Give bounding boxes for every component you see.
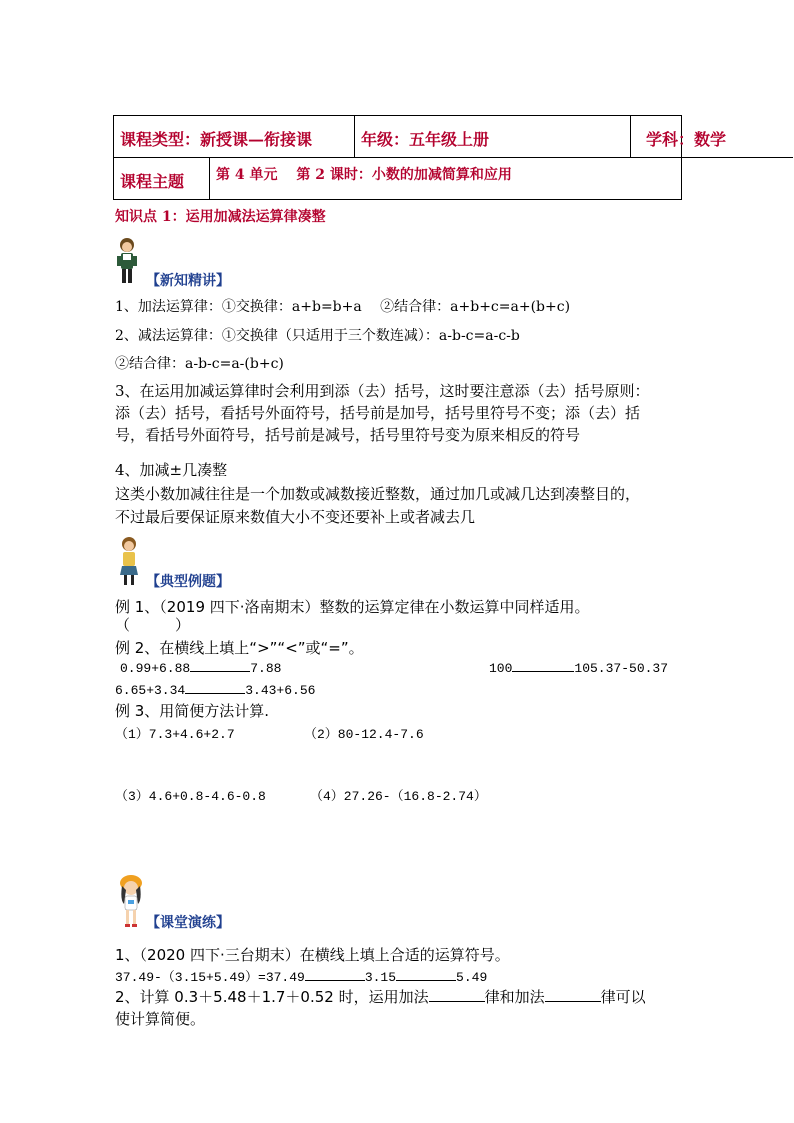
p2-part-a: 2、计算 0.3＋5.48＋1.7＋0.52 时，运用加法 <box>115 988 429 1006</box>
subject: 学科：数学 <box>646 130 727 149</box>
example-2-a <box>120 659 281 676</box>
p1-blank-2[interactable] <box>396 968 456 981</box>
example-3-1: （1）7.3+4.6+2.7 <box>115 727 235 742</box>
grade: 年级：五年级上册 <box>361 130 490 149</box>
knowledge-point-title: 知识点 1：运用加减法运算律凑整 <box>115 209 326 225</box>
p1-part-c: 5.49 <box>456 970 488 985</box>
rule-3-line2: 添（去）括号，看括号外面符号，括号前是加号，括号里符号不变；添（去）括 <box>115 404 641 422</box>
topic-label-cell <box>114 158 210 199</box>
practice-1-expression <box>115 966 487 985</box>
topic-label: 课程主题 <box>120 172 185 191</box>
subject-cell <box>631 116 793 158</box>
e2b-blank[interactable] <box>512 659 574 672</box>
p2-part-b: 律和加法 <box>484 988 545 1006</box>
example-2-b <box>489 659 668 676</box>
rule-4-line2: 不过最后要保证原来数值大小不变还要补上或者减去几 <box>115 508 476 526</box>
e2c-left: 6.65+3.34 <box>115 683 186 698</box>
example-3-4: （4）27.26-（16.8-2.74） <box>310 789 487 804</box>
rule-2: 2、减法运算律：①交换律（只适用于三个数连减）：a-b-c=a-c-b <box>115 328 520 344</box>
course-type-cell <box>114 116 355 158</box>
rule-4: 4、加减±几凑整 <box>115 461 228 479</box>
e2c-blank[interactable] <box>185 681 245 694</box>
topic-value-cell <box>210 158 681 199</box>
cartoon-girl-icon <box>116 535 142 587</box>
rule-4-line1: 这类小数加减往往是一个加数或减数接近整数，通过加几或减几达到凑整目的， <box>115 485 641 503</box>
rule-2b: ②结合律：a-b-c=a-(b+c) <box>115 356 284 372</box>
e2a-right: 7.88 <box>250 661 282 676</box>
p2-blank-1[interactable] <box>429 989 485 1002</box>
e2a-blank[interactable] <box>190 659 250 672</box>
e2b-right: 105.37-50.37 <box>574 661 669 676</box>
example-1-answer[interactable]: （ ） <box>115 616 191 634</box>
e2b-left: 100 <box>489 661 513 676</box>
rule-3-line3: 号，看括号外面符号，括号前是减号，括号里符号变为原来相反的符号 <box>115 426 581 444</box>
course-type: 课程类型：新授课—衔接课 <box>120 130 313 149</box>
section-examples: 【典型例题】 <box>146 574 230 590</box>
cartoon-boy-icon <box>114 236 140 288</box>
example-3-2: （2）80-12.4-7.6 <box>304 727 424 742</box>
practice-2 <box>115 986 646 1007</box>
p2-blank-2[interactable] <box>545 989 601 1002</box>
example-2: 例 2、在横线上填上“>”“<”或“=”。 <box>115 639 364 657</box>
section-new-knowledge: 【新知精讲】 <box>146 273 230 289</box>
p1-part-b: 3.15 <box>364 970 397 985</box>
grade-cell <box>355 116 631 158</box>
p1-blank-1[interactable] <box>305 968 365 981</box>
rule-1: 1、加法运算律：①交换律：a+b=b+a ②结合律：a+b+c=a+(b+c) <box>115 299 571 315</box>
example-3-3: （3）4.6+0.8-4.6-0.8 <box>115 789 266 804</box>
section-practice: 【课堂演练】 <box>146 915 230 931</box>
p1-part-a: 37.49-（3.15+5.49）=37.49 <box>115 970 305 985</box>
e2a-left: 0.99+6.88 <box>120 661 191 676</box>
topic-value: 第 4 单元 第 2 课时：小数的加减简算和应用 <box>216 167 512 183</box>
cartoon-student-icon <box>116 874 146 932</box>
example-2-c <box>115 681 315 698</box>
example-3: 例 3、用简便方法计算. <box>115 702 270 720</box>
p2-part-c: 律可以 <box>600 988 646 1006</box>
header-table <box>113 115 727 200</box>
example-1: 例 1、（2019 四下·洛南期末）整数的运算定律在小数运算中同样适用。 <box>115 598 590 616</box>
rule-3-line1: 3、在运用加减运算律时会利用到添（去）括号，这时要注意添（去）括号原则： <box>115 382 650 400</box>
e2c-right: 3.43+6.56 <box>245 683 316 698</box>
practice-2-line2: 使计算简便。 <box>115 1010 206 1028</box>
practice-1: 1、（2020 四下·三台期末）在横线上填上合适的运算符号。 <box>115 946 510 964</box>
